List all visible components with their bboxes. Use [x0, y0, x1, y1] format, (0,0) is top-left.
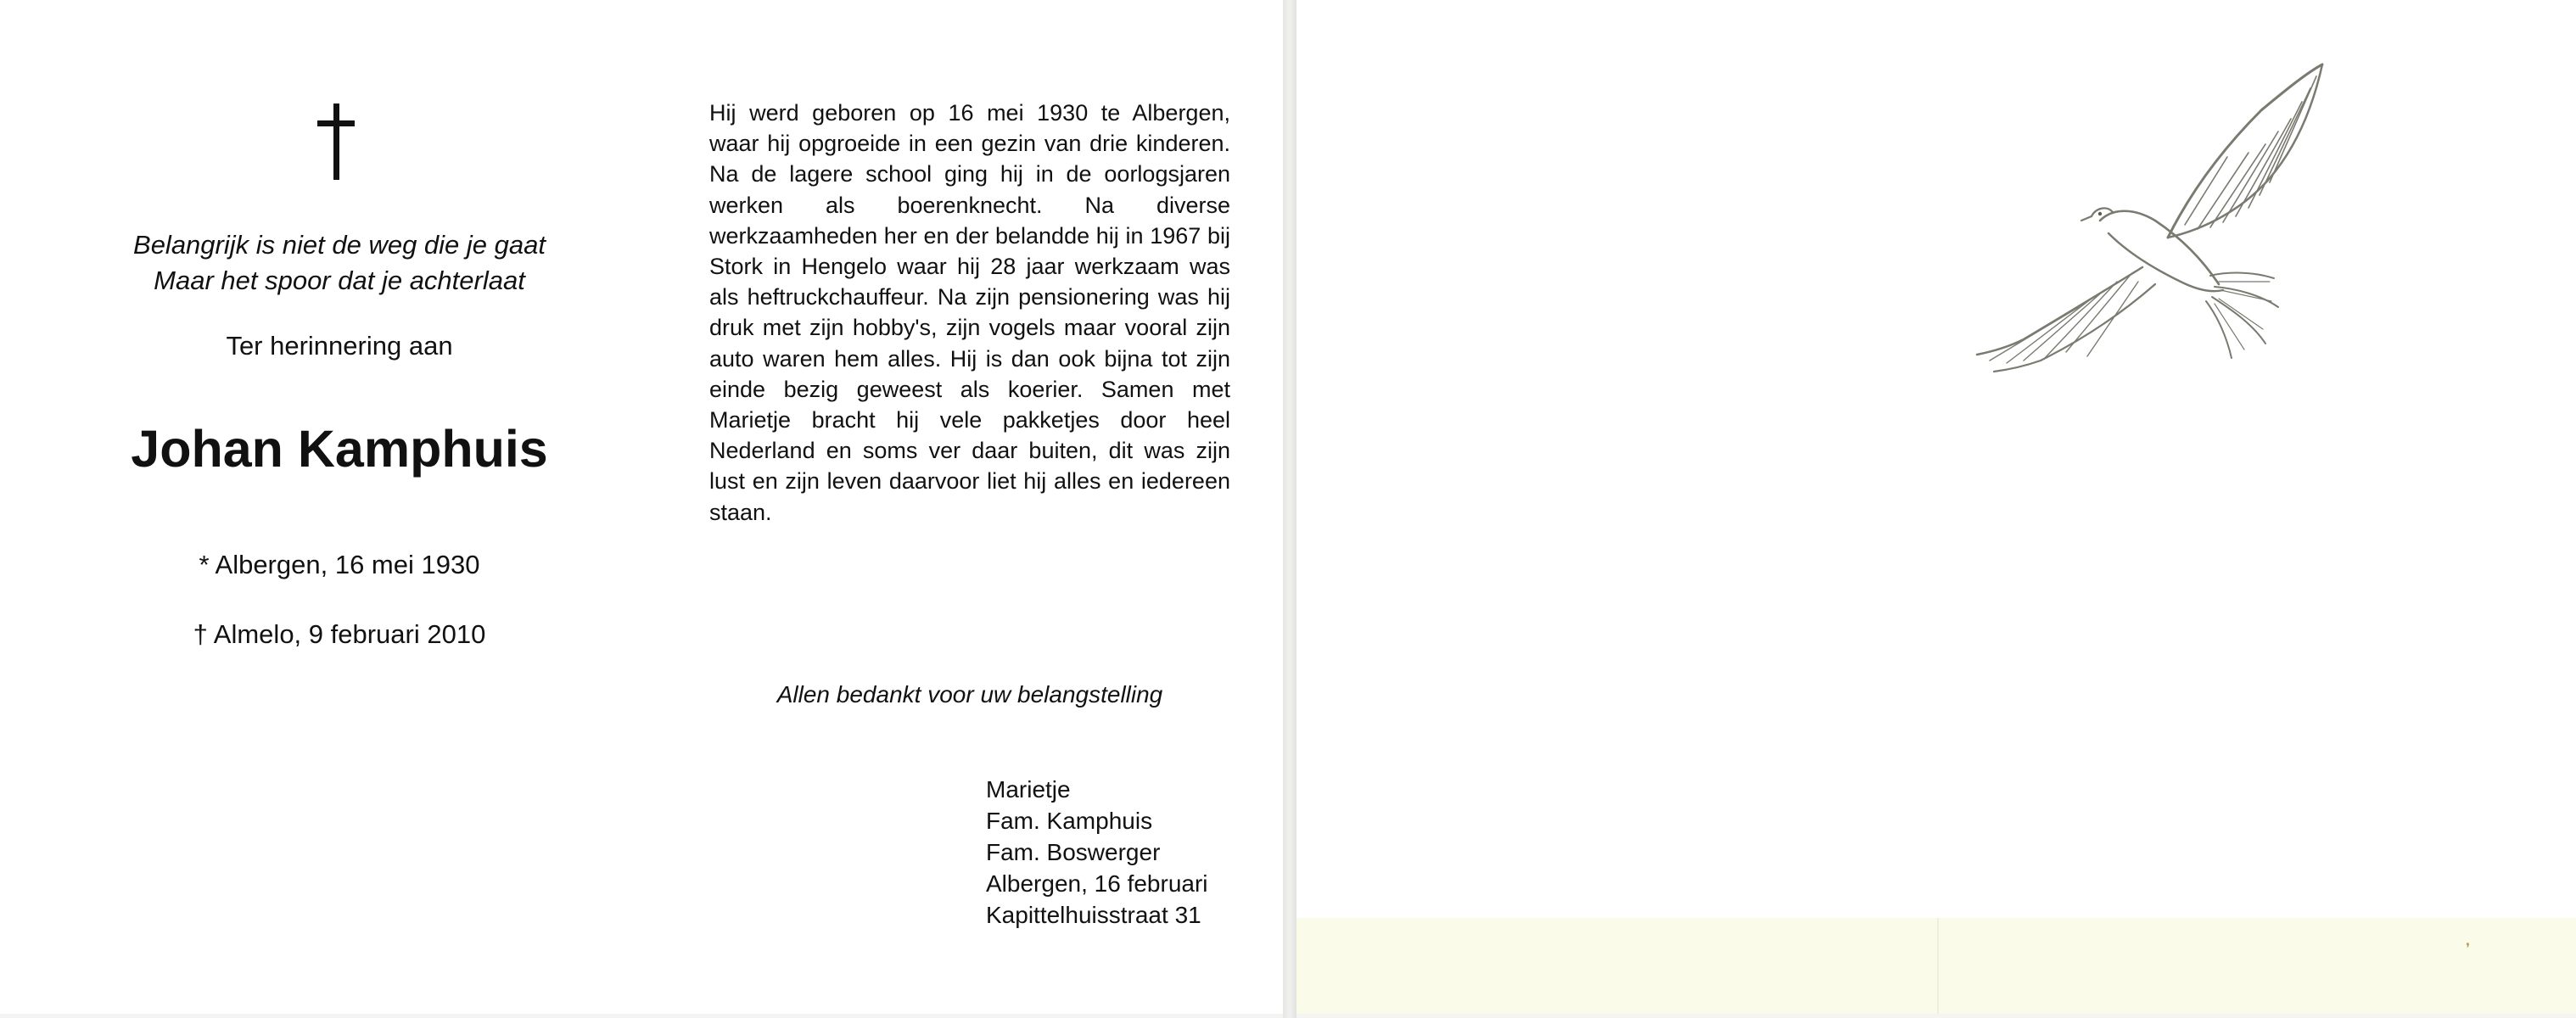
- signatures-block: [986, 774, 1208, 931]
- thanks-line: Allen bedankt voor uw belangstelling: [776, 681, 1163, 708]
- cross-icon: [315, 103, 357, 180]
- signature-line: Kapittelhuisstraat 31: [986, 902, 1201, 928]
- signature-line: Marietje: [986, 776, 1071, 803]
- card-fold-gutter: [1283, 0, 1296, 1018]
- cover-bottom-strip: [1296, 918, 2576, 1014]
- quote-line-1: Belangrijk is niet de weg die je gaat: [133, 230, 546, 260]
- death-line: † Almelo, 9 februari 2010: [193, 619, 486, 649]
- birth-line: * Albergen, 16 mei 1930: [199, 550, 480, 579]
- paper-speck: ❜: [2466, 940, 2471, 956]
- dove-illustration: [1973, 59, 2372, 399]
- deceased-name: Johan Kamphuis: [131, 420, 548, 478]
- signature-line: Fam. Kamphuis: [986, 808, 1153, 834]
- biography-text: Hij werd geboren op 16 mei 1930 te Albergen, waar hij opgroeide in een gezin van drie kinderen. Na de lagere school ging hij in de oorlogsjaren werken als boerenknecht. Na diverse werkzaamheden her en der belandde hij in 1967 bij Stork in Hengelo waar hij 28 jaar werkzaam was als heftruckchauffeur. Na zijn pensionering was hij druk met zijn hobby's, zijn vogels maar vooral zijn auto waren hem alles. Hij is dan ook bijna tot zijn einde bezig geweest als koerier. Samen met Marietje bracht hij vele pakketjes door heel Nederland en soms ver daar buiten, dit was zijn lust en zijn leven daarvoor liet hij alles en iedereen staan.: [709, 100, 1230, 525]
- signature-line: Albergen, 16 februari: [986, 870, 1208, 897]
- in-memory-of-label: Ter herinnering aan: [226, 331, 453, 361]
- signature-line: Fam. Boswerger: [986, 839, 1161, 865]
- card-inner-spread: [0, 0, 1284, 1014]
- memorial-quote: [68, 227, 611, 299]
- quote-line-2: Maar het spoor dat je achterlaat: [154, 266, 525, 295]
- card-front-cover: [1296, 0, 2576, 1014]
